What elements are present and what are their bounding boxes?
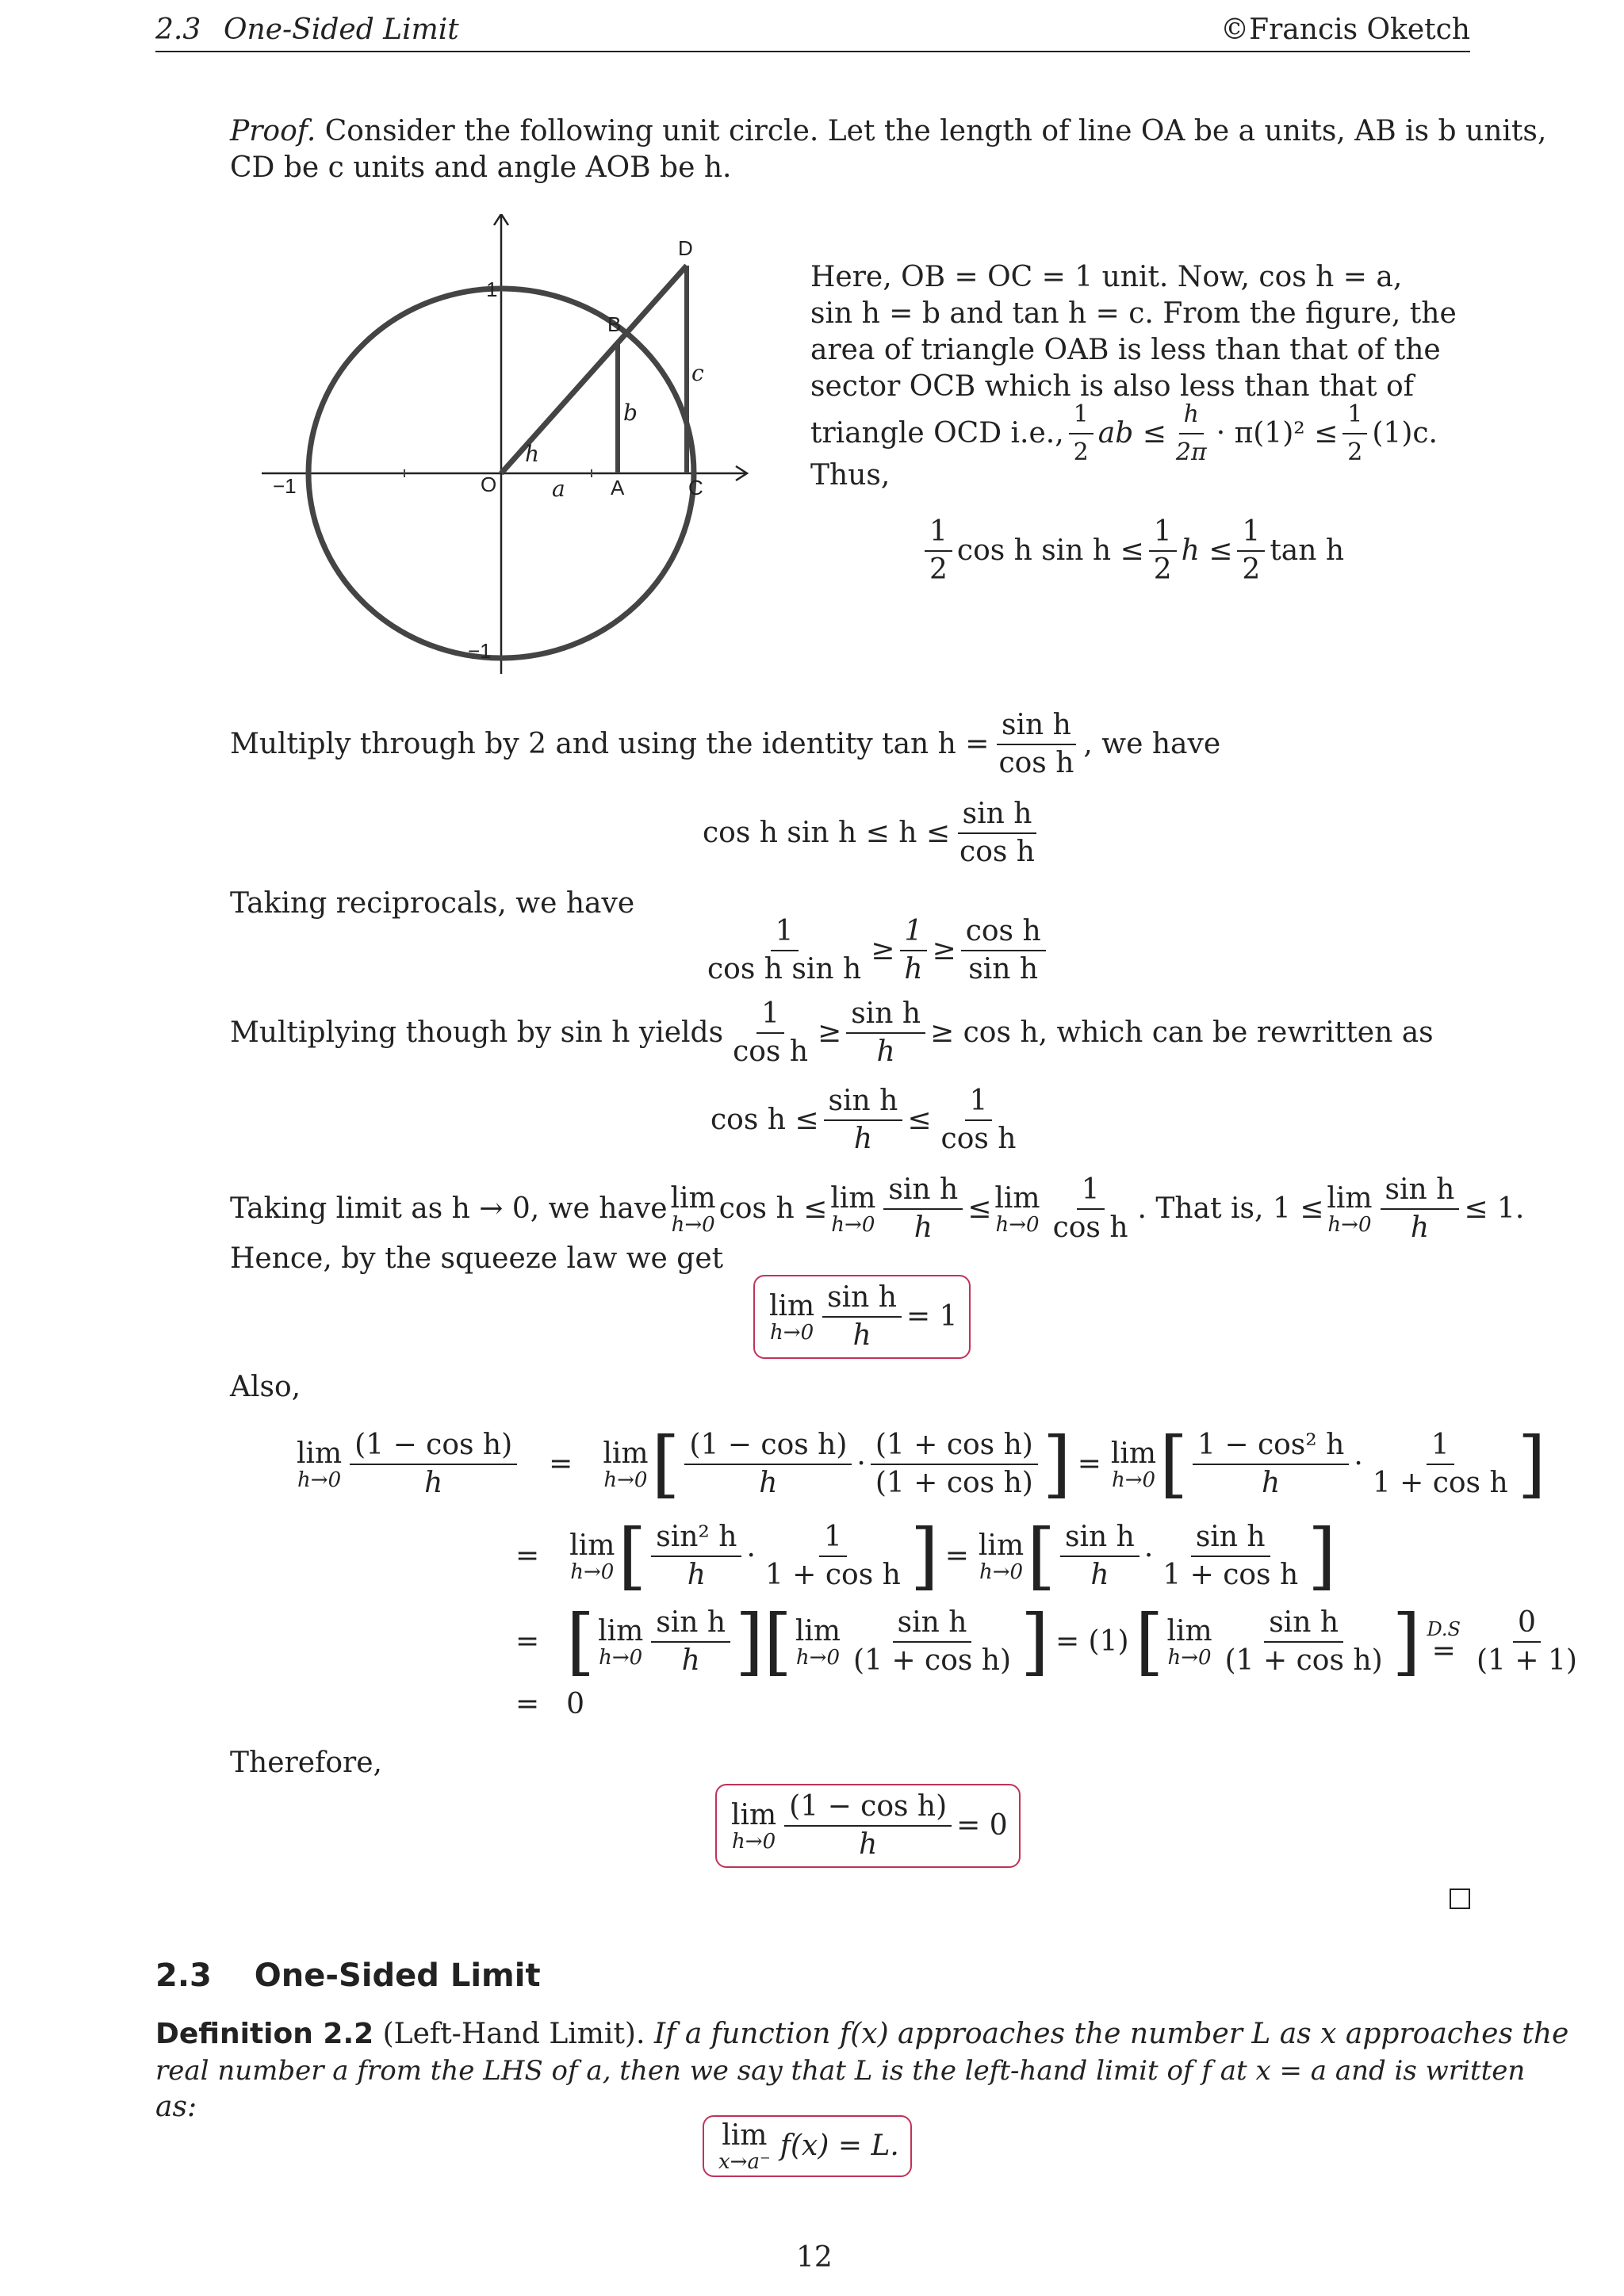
reciprocals-text: Taking reciprocals, we have — [230, 887, 635, 920]
page-number: 12 — [796, 2241, 833, 2274]
definition-line-1 — [155, 2015, 1568, 2053]
label-minus-one-bottom: −1 — [468, 639, 492, 663]
equation-2: cos h sin h ≤ h ≤ $\frac{\text{sin h}}{\text{cos h}}$ — [703, 796, 1044, 871]
label-A: A — [611, 476, 625, 499]
definition-label: Definition 2.2 — [155, 2018, 374, 2050]
proof-intro-line-2: CD be c units and angle AOB be h. — [230, 151, 732, 184]
frac-half-1: $\frac{1}{2}$ — [1069, 396, 1094, 471]
side-text-line-3: area of triangle OAB is less than that of the — [810, 334, 1441, 366]
unit-circle-figure — [254, 214, 777, 682]
label-one-top: 1 — [486, 277, 498, 301]
section-number: 2.3 — [155, 1957, 212, 1994]
derivation-row-4: = 0 — [515, 1688, 585, 1720]
header-section-title: One-Sided Limit — [224, 13, 459, 46]
header-divider — [155, 51, 1470, 52]
side-text-line-5 — [810, 396, 1438, 471]
multiplying-line: Multiplying though by sin h yields $\frac{1}{\text{cos h}}$ ≥ $\frac{\text{sin h}}{h}$ ≥ cos h, which can be rewritten as — [230, 997, 1434, 1068]
side-text-line-1: Here, OB = OC = 1 unit. Now, cos h = a, — [810, 261, 1403, 293]
equation-1: $\frac{1}{2}$ cos h sin h ≤ $\frac{1}{2}$ h ≤ $\frac{1}{2}$ tan h — [920, 514, 1344, 588]
equation-4: cos h ≤ $\frac{\text{sin h}}{h}$ ≤ $\frac{1}{\text{cos h}}$ — [710, 1085, 1017, 1155]
boxed-result-one-minus-cos: lim h→0 $\frac{\text{(1 − cos h)}}{h}$ = 0 — [715, 1784, 1021, 1868]
proof-label: Proof. — [230, 115, 316, 147]
label-minus-one-left: −1 — [273, 474, 297, 498]
side-text-thus: Thus, — [810, 459, 891, 492]
frac-half-2: $\frac{1}{2}$ — [1342, 396, 1367, 471]
multiply-line: Multiply through by 2 and using the identity tan h = $\frac{\text{sin h}}{\text{cos h}}$ , we have — [230, 709, 1221, 779]
side-text-line-2: sin h = b and tan h = c. From the figure, the — [810, 297, 1457, 330]
qed-symbol — [1450, 1888, 1470, 1909]
side-text-ab: ab ≤ — [1097, 417, 1166, 450]
definition-line-3: as: — [155, 2091, 197, 2123]
side-text-end: (1)c. — [1372, 417, 1438, 450]
proof-intro-text-1: Consider the following unit circle. Let the length of line OA be a units, AB is b units, — [324, 115, 1547, 147]
proof-intro-line-1 — [230, 113, 1546, 151]
section-heading — [155, 1955, 541, 1996]
side-text-line-4: sector OCB which is also less than that of — [810, 370, 1414, 403]
definition-name: (Left-Hand Limit). — [382, 2018, 645, 2050]
boxed-left-hand-limit: lim x→a⁻ f(x) = L. — [703, 2115, 912, 2177]
label-D: D — [678, 236, 693, 260]
header-section-number: 2.3 — [155, 13, 201, 46]
equation-3: $\frac{1}{\text{cos h sin h}}$ ≥ $\frac{1}{h}$ ≥ $\frac{\text{cos h}}{\text{sin h}}$ — [698, 913, 1051, 988]
label-B: B — [607, 312, 622, 336]
label-b: b — [623, 400, 638, 426]
header-copyright: ©Francis Oketch — [1220, 13, 1470, 46]
section-title: One-Sided Limit — [254, 1957, 541, 1994]
derivation-row-3: = [ lim h→0 $\frac{\text{sin h}}{h}$ ] [ lim h→0 $\frac{\text{sin h}}{\text{(1 + cos h)}}$ ] = (1) [ lim h→0 $\frac{\text{sin h}}{\text{(1 + cos h)}}$ ] D.S = $\frac{0}{(1 + 1)}$ — [515, 1599, 1577, 1684]
label-h: h — [525, 441, 540, 467]
also-text: Also, — [230, 1371, 301, 1403]
hence-text: Hence, by the squeeze law we get — [230, 1242, 724, 1275]
definition-text-1: If a function f(x) approaches the number L as x approaches the — [653, 2018, 1569, 2050]
label-C: C — [688, 476, 703, 499]
derivation-row-1: lim h→0 $\frac{\text{(1 − cos h)}}{h}$ = lim h→0 [ $\frac{\text{(1 − cos h)}}{h}$ · $\frac{\text{(1 + cos h)}}{\text{(1 + cos h)}}$ ] = lim h→0 [ $\frac{\text{1 − cos² h}}{h}$ · $\frac{1}{\text{1 + cos h}}$ ] — [297, 1422, 1546, 1506]
label-a: a — [552, 476, 565, 502]
therefore-text: Therefore, — [230, 1747, 382, 1779]
derivation-row-2: = lim h→0 [ $\frac{\text{sin² h}}{h}$ · $\frac{1}{\text{1 + cos h}}$ ] = lim h→0 [ $\frac{\text{sin h}}{h}$ · $\frac{\text{sin h}}{\text{1 + cos h}}$ ] — [515, 1513, 1337, 1598]
frac-h-2pi: $\frac{h}{2\pi}$ — [1171, 396, 1212, 471]
side-text-line-5-start: triangle OCD i.e., — [810, 417, 1064, 450]
limit-line: Taking limit as h → 0, we have lim h→0 cos h ≤ lim h→0 $\frac{\text{sin h}}{h}$ ≤ lim h→0 $\frac{1}{\text{cos h}}$ . That is, 1 ≤ lim h→0 $\frac{\text{sin h}}{h}$ ≤ 1. — [230, 1173, 1525, 1244]
definition-line-2: real number a from the LHS of a, then we say that L is the left-hand limit of f at x = a and is written — [155, 2055, 1526, 2087]
boxed-result-sinh-over-h: lim h→0 $\frac{\text{sin h}}{h}$ = 1 — [753, 1275, 971, 1359]
side-text-mid: · π(1)² ≤ — [1216, 417, 1339, 450]
label-O: O — [481, 473, 497, 496]
label-c: c — [691, 360, 704, 386]
